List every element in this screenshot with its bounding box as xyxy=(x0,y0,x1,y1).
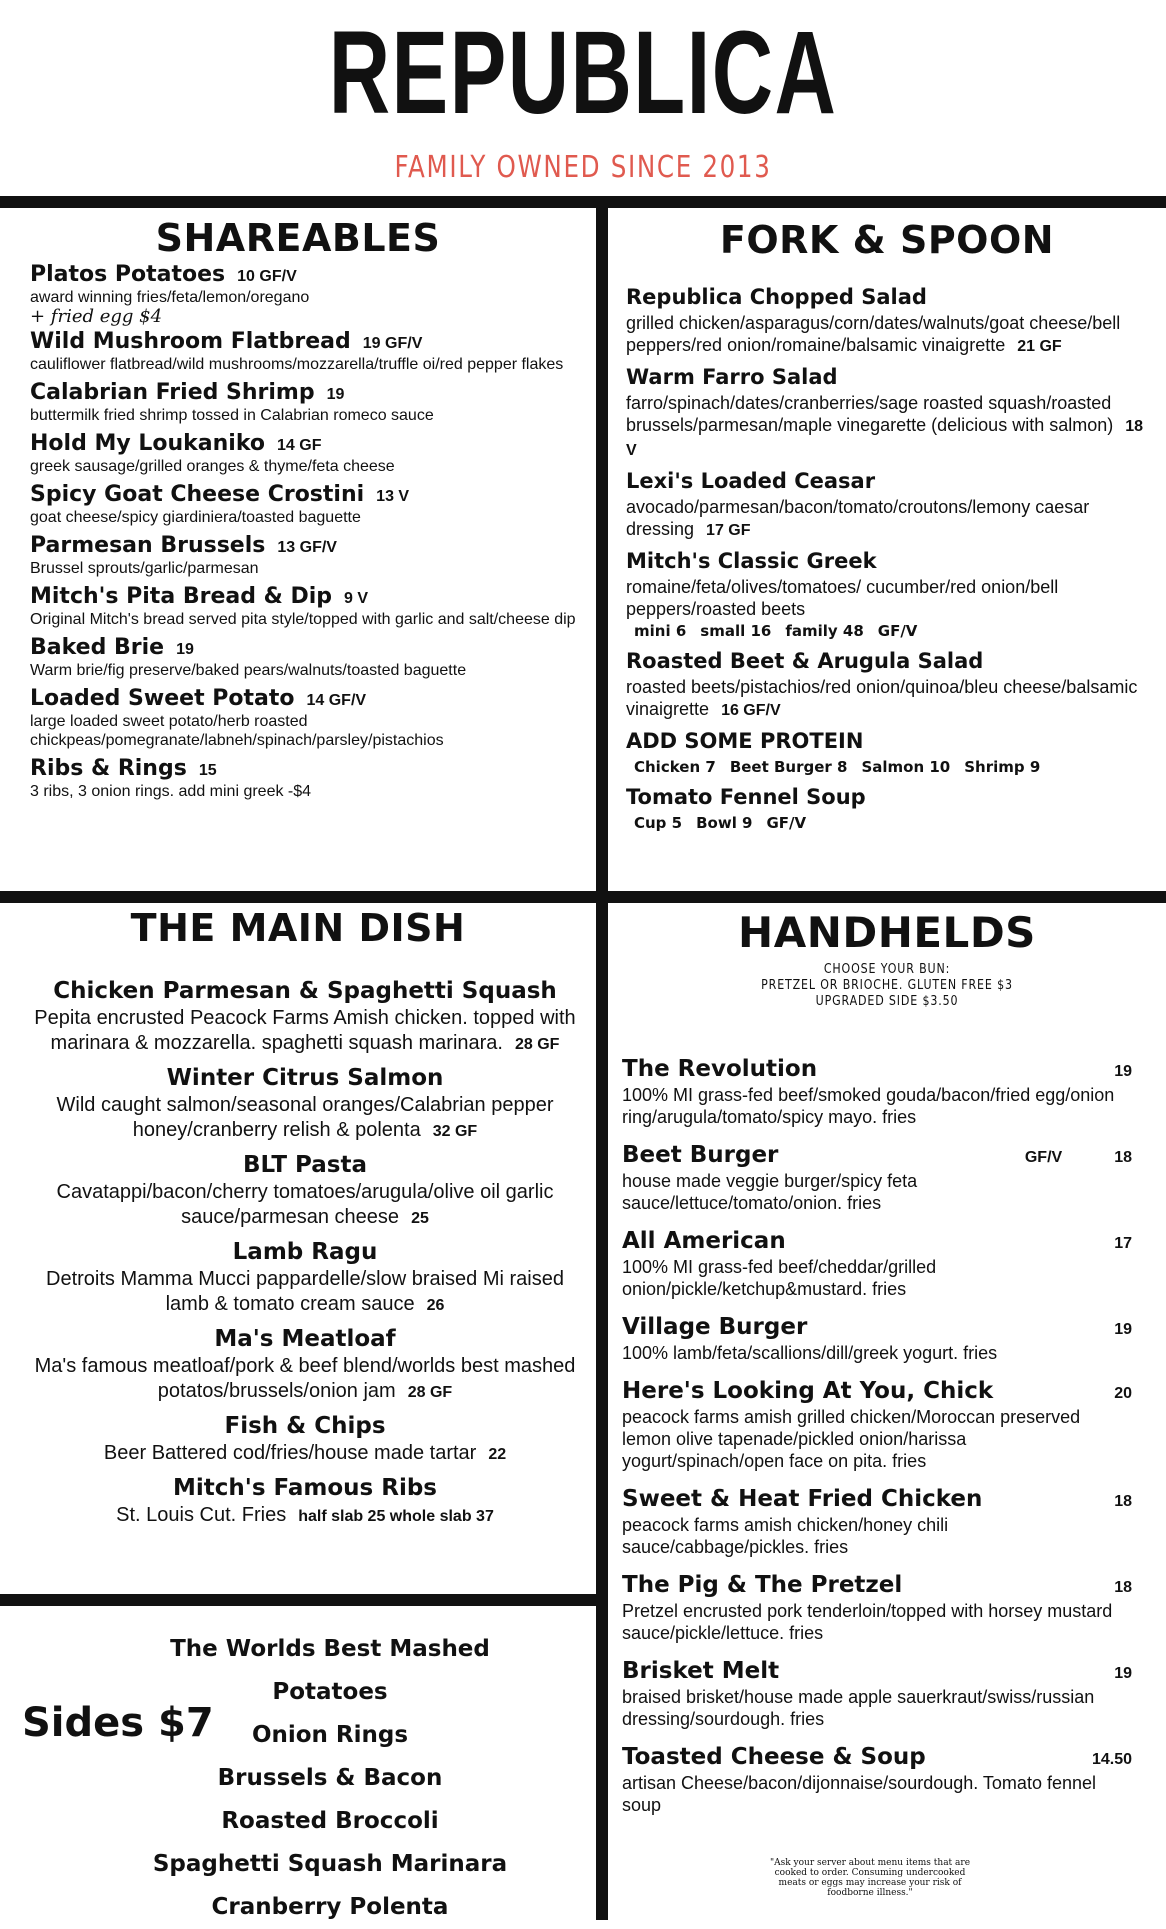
item-name: Chicken Parmesan & Spaghetti Squash xyxy=(53,978,557,1004)
item-desc: romaine/feta/olives/tomatoes/ cucumber/red onion/bell peppers/roasted beets xyxy=(626,577,1059,619)
list-item xyxy=(626,646,1146,722)
list-item xyxy=(30,584,586,629)
item-addon: + fried egg $4 xyxy=(30,306,163,327)
item-price: 17 xyxy=(1114,1235,1132,1252)
list-item xyxy=(22,1473,588,1529)
item-desc: Warm brie/fig preserve/baked pears/walnuts/toasted baguette xyxy=(30,662,467,679)
list-item xyxy=(622,1742,1132,1816)
item-name: Fish & Chips xyxy=(224,1413,386,1439)
list-item xyxy=(30,482,586,527)
list-item xyxy=(626,546,1146,642)
item-desc: peacock farms amish grilled chicken/Moroccan preserved lemon olive tapenade/pickled onion/harissa yogurt/spinach/open face on pita. fries xyxy=(622,1407,1081,1471)
item-desc: greek sausage/grilled oranges & thyme/feta cheese xyxy=(30,458,395,475)
item-price: 20 xyxy=(1114,1385,1132,1402)
item-desc: Pepita encrusted Peacock Farms Amish chicken. topped with marinara & mozzarella. spaghetti squash marinara. xyxy=(34,1007,576,1054)
list-item xyxy=(622,1484,1132,1558)
item-desc: farro/spinach/dates/cranberries/sage roasted squash/roasted brussels/parmesan/maple vinegarette (delicious with salmon) xyxy=(626,393,1114,435)
protein-prices xyxy=(626,756,1146,778)
list-item xyxy=(622,1140,1132,1214)
item-name: Tomato Fennel Soup xyxy=(626,785,866,809)
item-name: Mitch's Pita Bread & Dip xyxy=(30,584,333,609)
item-desc: artisan Cheese/bacon/dijonnaise/sourdough. Tomato fennel soup xyxy=(622,1773,1096,1815)
item-name: Wild Mushroom Flatbread xyxy=(30,329,351,354)
size-price: mini 6 xyxy=(634,622,687,640)
item-price: 17 GF xyxy=(706,522,751,539)
item-desc: Brussel sprouts/garlic/parmesan xyxy=(30,560,259,577)
item-price: 9 V xyxy=(344,590,369,607)
list-item xyxy=(626,466,1146,542)
item-desc: 100% MI grass-fed beef/smoked gouda/bacon/fried egg/onion ring/arugula/tomato/spicy mayo. fries xyxy=(622,1085,1115,1127)
item-price: half slab 25 whole slab 37 xyxy=(298,1508,494,1525)
item-desc: house made veggie burger/spicy feta sauce/lettuce/tomato/onion. fries xyxy=(622,1171,918,1213)
side-item: The Worlds Best Mashed Potatoes xyxy=(170,1636,490,1705)
item-name: Hold My Loukaniko xyxy=(30,431,265,456)
list-item xyxy=(22,1063,588,1144)
item-name: Lamb Ragu xyxy=(232,1239,378,1265)
item-name: Sweet & Heat Fried Chicken xyxy=(622,1486,983,1512)
item-price: 14 GF xyxy=(277,437,322,454)
item-price: 13 GF/V xyxy=(277,539,337,556)
item-price: 19 GF/V xyxy=(362,335,423,352)
item-desc: 3 ribs, 3 onion rings. add mini greek -$4 xyxy=(30,783,312,800)
soup-price: Bowl 9 xyxy=(696,814,753,832)
item-desc: 100% MI grass-fed beef/cheddar/grilled onion/pickle/ketchup&mustard. fries xyxy=(622,1257,937,1299)
shareables-title: SHAREABLES xyxy=(155,216,441,260)
item-desc: 100% lamb/feta/scallions/dill/greek yogurt. fries xyxy=(622,1343,998,1363)
item-desc: goat cheese/spicy giardiniera/toasted baguette xyxy=(30,509,361,526)
side-item: Spaghetti Squash Marinara xyxy=(152,1851,508,1877)
protein-price: Chicken 7 xyxy=(634,758,716,776)
list-item xyxy=(626,282,1146,358)
item-price: 18 V xyxy=(626,418,1144,459)
item-name: Mitch's Classic Greek xyxy=(626,549,877,573)
side-item: Onion Rings xyxy=(251,1722,409,1748)
item-price: 32 GF xyxy=(432,1123,478,1140)
item-price: 19 xyxy=(176,641,194,658)
diet-tag: GF/V xyxy=(877,622,918,640)
soup-prices xyxy=(626,812,1146,834)
item-desc: braised brisket/house made apple sauerkraut/swiss/russian dressing/sourdough. fries xyxy=(622,1687,1095,1729)
item-price: 28 GF xyxy=(514,1036,560,1053)
protein-price: Salmon 10 xyxy=(861,758,951,776)
item-name: Parmesan Brussels xyxy=(30,533,266,558)
item-price: 13 V xyxy=(376,488,410,505)
list-item xyxy=(30,635,586,680)
item-name: The Pig & The Pretzel xyxy=(622,1572,903,1598)
item-name: Loaded Sweet Potato xyxy=(30,686,295,711)
diet-tag: GF/V xyxy=(766,814,807,832)
item-name: Calabrian Fried Shrimp xyxy=(30,380,315,405)
center-divider xyxy=(596,208,608,1920)
item-name: Baked Brie xyxy=(30,635,165,660)
list-item xyxy=(22,1237,588,1318)
item-price: 18 xyxy=(1114,1149,1132,1166)
size-price: family 48 xyxy=(785,622,864,640)
list-item xyxy=(30,686,586,750)
item-price: 21 GF xyxy=(1017,338,1062,355)
item-name: Here's Looking At You, Chick xyxy=(622,1378,994,1404)
item-desc: grilled chicken/asparagus/corn/dates/walnuts/goat cheese/bell peppers/red onion/romaine/balsamic vinaigrette xyxy=(626,313,1121,355)
sides-title: Sides $7 xyxy=(22,1700,214,1746)
item-price: 19 xyxy=(326,386,345,403)
item-name: Ma's Meatloaf xyxy=(214,1326,396,1352)
item-price: 18 xyxy=(1114,1579,1132,1596)
item-name: All American xyxy=(622,1228,786,1254)
side-item: Brussels & Bacon xyxy=(217,1765,443,1791)
main-dish-list xyxy=(22,976,588,1535)
handhelds-list xyxy=(622,1054,1132,1828)
item-name: Lexi's Loaded Ceasar xyxy=(626,469,876,493)
item-price: 16 GF/V xyxy=(721,702,781,719)
item-desc: buttermilk fried shrimp tossed in Calabrian romeco sauce xyxy=(30,407,434,424)
handhelds-title: HANDHELDS xyxy=(738,908,1036,957)
side-item: Cranberry Polenta xyxy=(211,1894,449,1920)
item-price: 22 xyxy=(488,1446,507,1463)
tagline: FAMILY OWNED SINCE 2013 xyxy=(394,150,772,185)
list-item xyxy=(22,1324,588,1405)
side-item: Roasted Broccoli xyxy=(221,1808,439,1834)
size-price: small 16 xyxy=(700,622,772,640)
item-price: 14.50 xyxy=(1091,1751,1132,1768)
item-desc: Original Mitch's bread served pita style/topped with garlic and salt/cheese dip xyxy=(30,611,576,628)
item-desc: peacock farms amish chicken/honey chili sauce/cabbage/pickles. fries xyxy=(622,1515,949,1557)
item-price: 10 GF/V xyxy=(237,268,297,285)
item-name: Warm Farro Salad xyxy=(626,365,838,389)
list-item xyxy=(22,1411,588,1467)
protein-price: Shrimp 9 xyxy=(964,758,1041,776)
shareables-list xyxy=(30,262,586,807)
item-name: Spicy Goat Cheese Crostini xyxy=(30,482,365,507)
list-item xyxy=(22,976,588,1057)
item-price: 19 xyxy=(1114,1321,1132,1338)
item-name: Brisket Melt xyxy=(622,1658,780,1684)
list-item xyxy=(622,1312,1132,1364)
item-desc: large loaded sweet potato/herb roasted chickpeas/pomegranate/labneh/spinach/parsley/pistachios xyxy=(30,713,444,749)
menu-header xyxy=(0,0,1166,195)
list-item xyxy=(30,533,586,578)
list-item xyxy=(30,431,586,476)
list-item xyxy=(622,1054,1132,1128)
item-name: The Revolution xyxy=(622,1056,818,1082)
list-item xyxy=(622,1656,1132,1730)
item-desc: roasted beets/pistachios/red onion/quinoa/bleu cheese/balsamic vinaigrette xyxy=(626,677,1138,719)
list-item xyxy=(30,380,586,425)
item-desc: avocado/parmesan/bacon/tomato/croutons/lemony caesar dressing xyxy=(626,497,1090,539)
item-desc: Pretzel encrusted pork tenderloin/topped with horsey mustard sauce/pickle/lettuce. fries xyxy=(622,1601,1113,1643)
list-item xyxy=(22,1150,588,1231)
item-desc: cauliflower flatbread/wild mushrooms/mozzarella/truffle oi/red pepper flakes xyxy=(30,356,564,373)
list-item xyxy=(622,1226,1132,1300)
item-name: ADD SOME PROTEIN xyxy=(626,729,864,753)
list-item xyxy=(30,262,586,327)
item-name: Winter Citrus Salmon xyxy=(166,1065,444,1091)
protein-price: Beet Burger 8 xyxy=(729,758,848,776)
restaurant-name: REPUBLICA xyxy=(328,7,838,139)
list-item xyxy=(30,756,586,801)
item-price: 18 xyxy=(1114,1493,1132,1510)
item-desc: Wild caught salmon/seasonal oranges/Calabrian pepper honey/cranberry relish & polenta xyxy=(56,1094,554,1141)
bun-note xyxy=(650,962,1124,1010)
bun-note-line: UPGRADED SIDE $3.50 xyxy=(815,994,959,1009)
top-divider xyxy=(0,196,1166,208)
diet-tag: GF/V xyxy=(1024,1149,1063,1166)
item-name: Roasted Beet & Arugula Salad xyxy=(626,649,984,673)
item-name: Republica Chopped Salad xyxy=(626,285,927,309)
sides-divider xyxy=(0,1594,596,1606)
item-name: Toasted Cheese & Soup xyxy=(622,1744,926,1770)
fork-spoon-list xyxy=(626,282,1146,838)
item-price: 26 xyxy=(426,1297,445,1314)
item-desc: Cavatappi/bacon/cherry tomatoes/arugula/olive oil garlic sauce/parmesan cheese xyxy=(56,1181,554,1228)
item-name: Platos Potatoes xyxy=(30,262,226,287)
list-item xyxy=(626,362,1146,462)
item-name: Ribs & Rings xyxy=(30,756,187,781)
item-price: 19 xyxy=(1114,1665,1132,1682)
item-price: 14 GF/V xyxy=(306,692,367,709)
list-item xyxy=(30,329,586,374)
item-desc: St. Louis Cut. Fries xyxy=(116,1504,287,1526)
soup-price: Cup 5 xyxy=(634,814,683,832)
fork-spoon-title: FORK & SPOON xyxy=(719,218,1055,262)
list-item xyxy=(626,726,1146,778)
item-price: 25 xyxy=(411,1210,429,1227)
item-desc: Ma's famous meatloaf/pork & beef blend/worlds best mashed potatos/brussels/onion jam xyxy=(34,1355,576,1402)
left-mid-divider xyxy=(0,891,596,903)
list-item xyxy=(622,1376,1132,1472)
list-item xyxy=(622,1570,1132,1644)
item-price: 19 xyxy=(1114,1063,1132,1080)
food-safety-disclaimer: "Ask your server about menu items that are cooked to order. Consuming undercooked meats or eggs may increase your risk of foodborne illness." xyxy=(769,1858,971,1898)
item-name: Village Burger xyxy=(622,1314,808,1340)
item-name: Mitch's Famous Ribs xyxy=(173,1475,437,1501)
bun-note-line: CHOOSE YOUR BUN: xyxy=(823,962,951,977)
sides-list xyxy=(120,1628,540,1929)
size-prices xyxy=(626,620,1146,642)
item-name: BLT Pasta xyxy=(242,1152,368,1178)
main-dish-title: THE MAIN DISH xyxy=(130,906,466,950)
bun-note-line: PRETZEL OR BRIOCHE. GLUTEN FREE $3 xyxy=(761,978,1013,993)
item-desc: Beer Battered cod/fries/house made tartar xyxy=(103,1442,477,1464)
right-mid-divider xyxy=(608,891,1166,903)
list-item xyxy=(626,782,1146,834)
item-desc: Detroits Mamma Mucci pappardelle/slow braised Mi raised lamb & tomato cream sauce xyxy=(46,1268,564,1315)
item-price: 28 GF xyxy=(407,1384,453,1401)
item-price: 15 xyxy=(198,762,217,779)
item-desc: award winning fries/feta/lemon/oregano xyxy=(30,289,310,306)
item-name: Beet Burger xyxy=(622,1142,779,1168)
